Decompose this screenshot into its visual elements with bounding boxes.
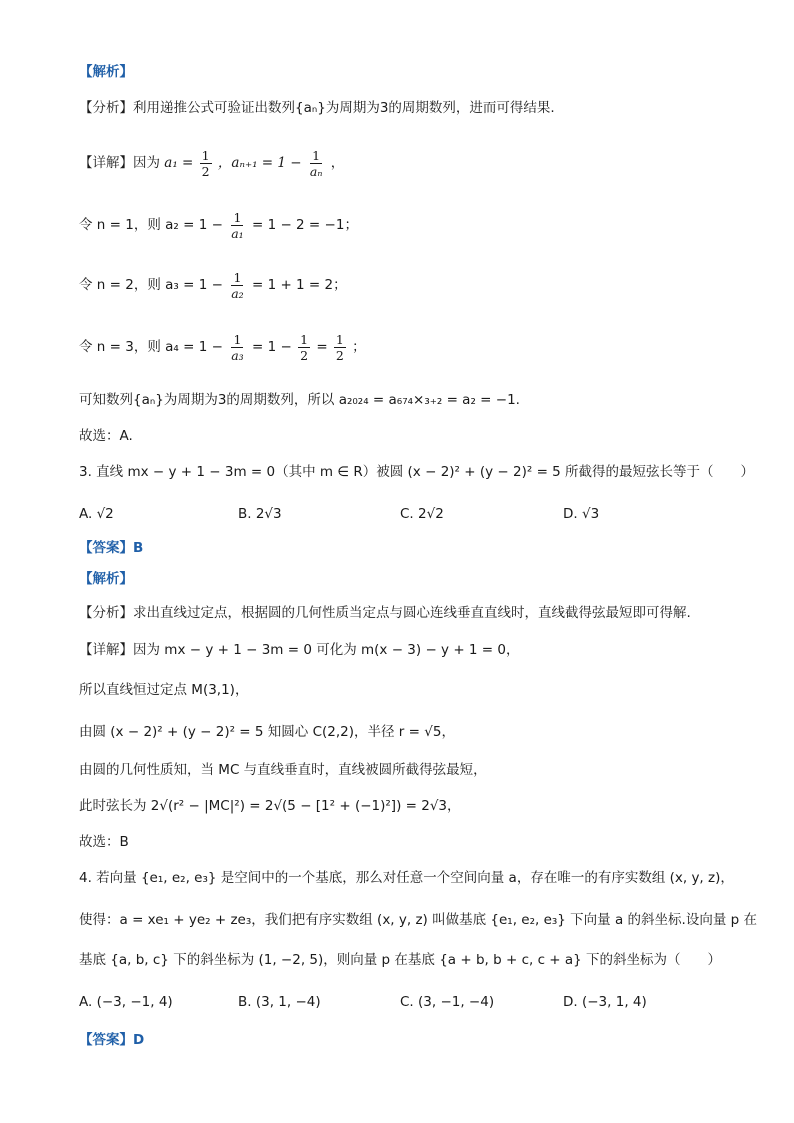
detail-line: 【详解】因为 mx − y + 1 − 3m = 0 可化为 m(x − 3) − y + 1 = 0，: [79, 642, 520, 658]
fraction: $\frac{1}{\text{aₙ}}$: [309, 147, 323, 179]
question-3-stem: 3. 直线 mx − y + 1 − 3m = 0（其中 m ∈ R）被圆 (x − 2)² + (y − 2)² = 5 所截得的最短弦长等于（ ）: [79, 464, 755, 480]
detail-line-1: 【详解】因为 a₁ = $\frac{1}{2}$ ，aₙ₊₁ = 1 − $\frac{1}{\text{aₙ}}$ ，: [79, 147, 345, 179]
fraction: $\frac{1}{\text{a₂}}$: [231, 269, 244, 301]
question-4-stem-3: 基底 {a, b, c} 下的斜坐标为 (1, −2, 5)，则向量 p 在基底 {a + b, b + c, c + a} 下的斜坐标为（ ）: [79, 952, 722, 968]
fraction: $\frac{1}{\text{a₁}}$: [231, 209, 244, 241]
q4-option-b: B. (3, 1, −4): [238, 994, 321, 1010]
section-heading-analysis: 【解析】: [79, 64, 133, 80]
detail-line: 此时弦长为 2√(r² − |MC|²) = 2√(5 − [1² + (−1)²]) = 2√3，: [79, 798, 461, 814]
answer-choice-line: 故选：A.: [79, 428, 133, 444]
detail-line: 由圆 (x − 2)² + (y − 2)² = 5 知圆心 C(2,2)，半径 r = √5，: [79, 724, 455, 740]
detail-line-2: 令 n = 1，则 a₂ = 1 − $\frac{1}{\text{a₁}}$ = 1 − 2 = −1；: [79, 209, 358, 241]
question-4-stem-1: 4. 若向量 {e₁, e₂, e₃} 是空间中的一个基底，那么对任意一个空间向量 a，存在唯一的有序实数组 (x, y, z)，: [79, 870, 734, 886]
detail-line-3: 令 n = 2，则 a₃ = 1 − $\frac{1}{\text{a₂}}$ = 1 + 1 = 2；: [79, 269, 347, 301]
q4-option-d: D. (−3, 1, 4): [563, 994, 647, 1010]
q3-option-b: B. 2√3: [238, 506, 282, 522]
detail-line: 由圆的几何性质知，当 MC 与直线垂直时，直线被圆所截得弦最短，: [79, 762, 487, 778]
answer-heading-q4: 【答案】D: [79, 1032, 145, 1048]
section-heading-analysis: 【解析】: [79, 571, 133, 587]
answer-heading-q3: 【答案】B: [79, 540, 144, 556]
conclusion-line: 可知数列{aₙ}为周期为3的周期数列，所以 a₂₀₂₄ = a₆₇₄×₃₊₂ = a₂ = −1.: [79, 392, 520, 408]
analysis-line: 【分析】求出直线过定点，根据圆的几何性质当定点与圆心连线垂直直线时，直线截得弦最短即可得解.: [79, 605, 691, 621]
detail-line: 所以直线恒过定点 M(3,1)，: [79, 682, 249, 698]
fraction: $\frac{1}{2}$: [201, 147, 210, 179]
question-4-stem-2: 使得：a = xe₁ + ye₂ + ze₃，我们把有序实数组 (x, y, z) 叫做基底 {e₁, e₂, e₃} 下向量 a 的斜坐标.设向量 p 在: [79, 912, 757, 928]
answer-choice-line: 故选：B: [79, 834, 129, 850]
fraction: $\frac{1}{2}$: [335, 331, 344, 363]
q3-option-a: A. √2: [79, 506, 114, 522]
q4-option-c: C. (3, −1, −4): [400, 994, 495, 1010]
detail-line-4: 令 n = 3，则 a₄ = 1 − $\frac{1}{\text{a₃}}$ = 1 − $\frac{1}{2}$ = $\frac{1}{2}$ ；: [79, 331, 366, 363]
q3-option-c: C. 2√2: [400, 506, 444, 522]
q3-option-d: D. √3: [563, 506, 600, 522]
fraction: $\frac{1}{2}$: [300, 331, 309, 363]
analysis-line: 【分析】利用递推公式可验证出数列{aₙ}为周期为3的周期数列，进而可得结果.: [79, 100, 555, 116]
q4-option-a: A. (−3, −1, 4): [79, 994, 173, 1010]
fraction: $\frac{1}{\text{a₃}}$: [231, 331, 244, 363]
